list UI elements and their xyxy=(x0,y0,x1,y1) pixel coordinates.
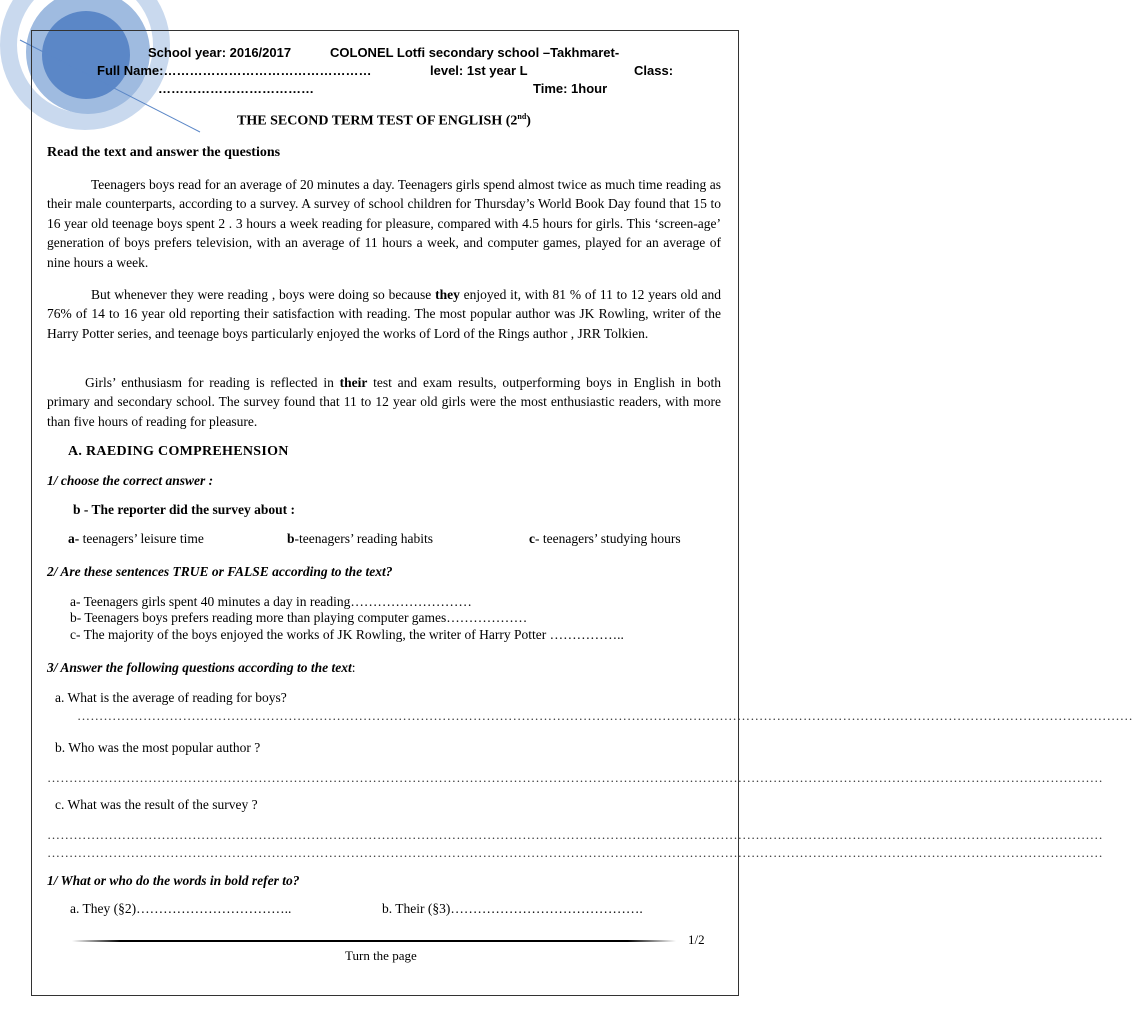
question-4-title: 1/ What or who do the words in bold refer to? xyxy=(47,873,300,888)
paragraph-1: Teenagers boys read for an average of 20 minutes a day. Teenagers girls spend almost twice as much time reading as their male counterparts, according to a survey. A survey of school children for Thursday’s World Book Day found that 15 to 16 year old teenage boys spent 2 . 3 hours a week reading for pleasure, compared with 4.5 hours for girls. This ‘screen-age’ generation of boys prefers television, with an average of 11 hours a week, and computer games, played for an average of nine hours a week. xyxy=(47,177,721,270)
question-1-title: 1/ choose the correct answer : xyxy=(47,473,214,488)
paragraph-3: Girls’ enthusiasm for reading is reflected in their test and exam results, outperforming boys in English in both primary and secondary school. The survey found that 11 to 12 year old girls were the most enthusiastic readers, with more than five hours of reading for pleasure. xyxy=(47,375,721,429)
page-number: 1/2 xyxy=(688,932,705,947)
time-label: Time: 1hour xyxy=(533,81,608,96)
question-1-prompt: b - The reporter did the survey about : xyxy=(73,502,296,517)
question-2-title: 2/ Are these sentences TRUE or FALSE according to the text? xyxy=(47,564,393,579)
footer-rule xyxy=(72,940,676,942)
option-a[interactable]: a- teenagers’ leisure time xyxy=(68,531,204,546)
school-name: COLONEL Lotfi secondary school –Takhmaret- xyxy=(330,45,620,60)
answer-line[interactable]: …………………………………………………………………………………………………………………………………………………………………………………………………………………… xyxy=(47,827,1103,842)
class-dots: ……………………………… xyxy=(158,81,314,96)
school-year: School year: 2016/2017 xyxy=(148,45,292,60)
full-name-field: Full Name:………………………………………… xyxy=(97,63,372,78)
option-c[interactable]: c- teenagers’ studying hours xyxy=(529,531,681,546)
level-label: level: 1st year L xyxy=(430,63,528,78)
question-3b: b. Who was the most popular author ? xyxy=(55,740,261,755)
answer-line[interactable]: …………………………………………………………………………………………………………………………………………………………………………………………………………………… xyxy=(47,845,1103,860)
turn-the-page: Turn the page xyxy=(345,948,417,963)
question-3-title: 3/ Answer the following questions according to the text: xyxy=(47,660,356,675)
answer-line[interactable]: …………………………………………………………………………………………………………………………………………………………………………………………………………………… xyxy=(47,770,1103,785)
bold-ref-they[interactable]: a. They (§2)…………………………….. xyxy=(70,901,292,916)
question-3a: a. What is the average of reading for boys? xyxy=(55,690,287,705)
option-b[interactable]: b-teenagers’ reading habits xyxy=(287,531,433,546)
bold-word-their: their xyxy=(339,375,368,390)
bold-word-they: they xyxy=(435,287,460,302)
paragraph-2: But whenever they were reading , boys were doing so because they enjoyed it, with 81 % of 11 to 12 years old and 76% of 14 to 16 year old reporting their satisfaction with reading. The most popular author was JK Rowling, writer of the Harry Potter series, and teenage boys particularly enjoyed the works of Lord of the Rings author , JRR Tolkien. xyxy=(47,287,721,341)
true-false-item[interactable]: c- The majority of the boys enjoyed the works of JK Rowling, the writer of Harry Potter …………….. xyxy=(70,627,624,642)
true-false-item[interactable]: b- Teenagers boys prefers reading more than playing computer games……………… xyxy=(70,610,528,625)
instruction: Read the text and answer the questions xyxy=(47,145,281,160)
page-title: THE SECOND TERM TEST OF ENGLISH (2nd) xyxy=(237,112,531,129)
section-reading-comprehension: A. RAEDING COMPREHENSION xyxy=(68,444,289,459)
bold-ref-their[interactable]: b. Their (§3)……………………………………. xyxy=(382,901,643,916)
true-false-item[interactable]: a- Teenagers girls spent 40 minutes a day in reading……………………… xyxy=(70,594,472,609)
answer-line[interactable]: …………………………………………………………………………………………………………………………………………………………………………………………………………………… xyxy=(77,708,1133,723)
question-3c: c. What was the result of the survey ? xyxy=(55,797,258,812)
class-label: Class: xyxy=(634,63,674,78)
